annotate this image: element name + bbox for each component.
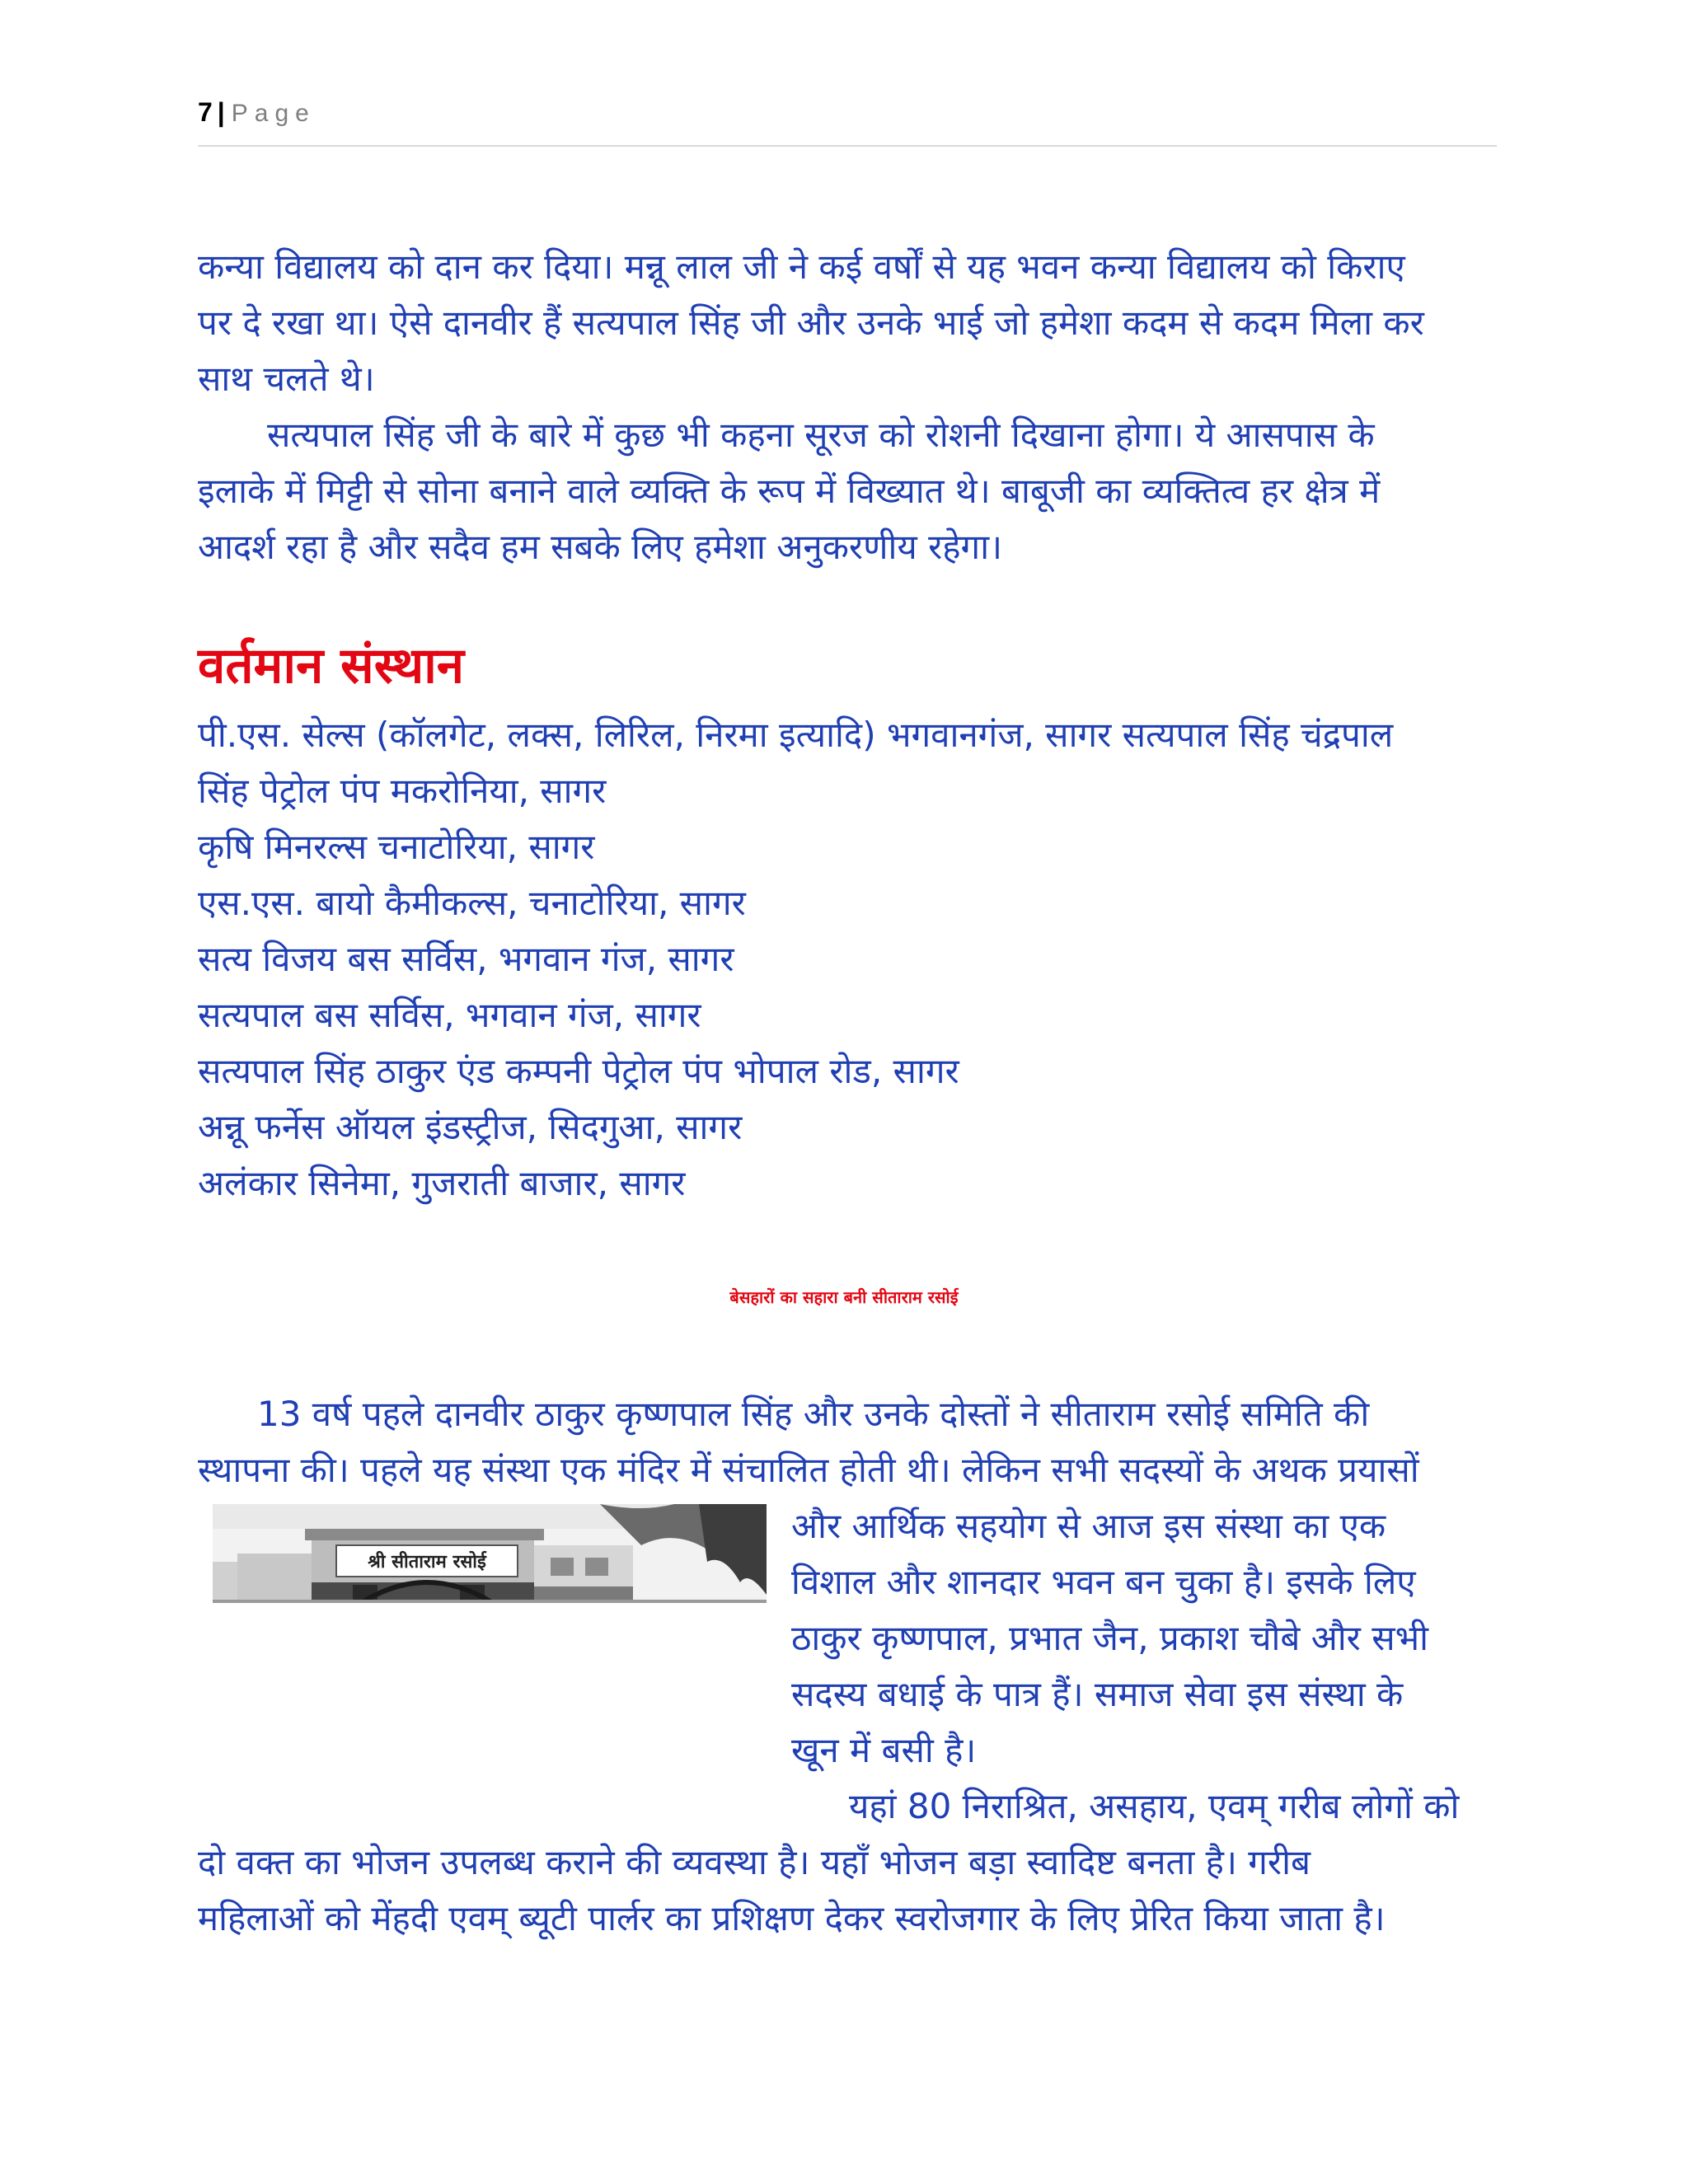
institution-item: अन्नू फर्नेस ऑयल इंडस्ट्रीज, सिदगुआ, सागर [198, 1107, 743, 1147]
intro-line: साथ चलते थे। [198, 359, 375, 399]
rasoi-line: विशाल और शानदार भवन बन चुका है। इसके लिए [791, 1562, 1416, 1602]
header-separator: | [217, 97, 225, 127]
institution-item: अलंकार सिनेमा, गुजराती बाजार, सागर [198, 1163, 686, 1203]
rasoi-line: खून में बसी है। [791, 1730, 977, 1770]
building-illustration [213, 1504, 767, 1603]
page-number: 7 [198, 97, 213, 127]
institution-item: सिंह पेट्रोल पंप मकरोनिया, सागर [198, 771, 607, 811]
institution-item: सत्यपाल बस सर्विस, भगवान गंज, सागर [198, 995, 701, 1035]
institutions-heading: वर्तमान संस्थान [198, 637, 465, 695]
rasoi-line: 13 वर्ष पहले दानवीर ठाकुर कृष्णपाल सिंह और उनके दोस्तों ने सीताराम रसोई समिति की [257, 1394, 1370, 1434]
rasoi-line: सदस्य बधाई के पात्र हैं। समाज सेवा इस संस्था के [791, 1674, 1404, 1714]
rasoi-line: महिलाओं को मेंहदी एवम् ब्यूटी पार्लर का प्रशिक्षण देकर स्वरोजगार के लिए प्रेरित किया जाता है। [198, 1898, 1386, 1938]
institution-item: पी.एस. सेल्स (कॉलगेट, लक्स, लिरिल, निरमा इत्यादि) भगवानगंज, सागर सत्यपाल सिंह चंद्रपाल [198, 715, 1394, 755]
rasoi-line: दो वक्त का भोजन उपलब्ध कराने की व्यवस्था है। यहाँ भोजन बड़ा स्वादिष्ट बनता है। गरीब [198, 1842, 1311, 1882]
intro-line: कन्या विद्यालय को दान कर दिया। मन्नू लाल जी ने कई वर्षों से यह भवन कन्या विद्यालय को किराए [198, 246, 1405, 287]
intro-line: सत्यपाल सिंह जी के बारे में कुछ भी कहना सूरज को रोशनी दिखाना होगा। ये आसपास के [267, 415, 1375, 455]
institution-item: कृषि मिनरल्स चनाटोरिया, सागर [198, 827, 595, 867]
rasoi-heading: बेसहारों का सहारा बनी सीताराम रसोई [729, 1287, 959, 1307]
page-header [198, 97, 1497, 147]
page-label: Page [231, 100, 316, 127]
rasoi-line: यहां 80 निराश्रित, असहाय, एवम् गरीब लोगों को [849, 1786, 1460, 1826]
rasoi-line: स्थापना की। पहले यह संस्था एक मंदिर में संचालित होती थी। लेकिन सभी सदस्यों के अथक प्रयासों [198, 1450, 1419, 1490]
intro-line: आदर्श रहा है और सदैव हम सबके लिए हमेशा अनुकरणीय रहेगा। [198, 527, 1002, 567]
institution-item: सत्य विजय बस सर्विस, भगवान गंज, सागर [198, 939, 734, 979]
institution-item: एस.एस. बायो कैमीकल्स, चनाटोरिया, सागर [198, 883, 746, 923]
rasoi-line: ठाकुर कृष्णपाल, प्रभात जैन, प्रकाश चौबे और सभी [791, 1618, 1429, 1658]
institution-item: सत्यपाल सिंह ठाकुर एंड कम्पनी पेट्रोल पंप भोपाल रोड, सागर [198, 1051, 959, 1091]
photo-sign-text: श्री सीताराम रसोई [368, 1552, 486, 1572]
intro-line: पर दे रखा था। ऐसे दानवीर हैं सत्यपाल सिंह जी और उनके भाई जो हमेशा कदम से कदम मिला कर [198, 302, 1424, 343]
intro-line: इलाके में मिट्टी से सोना बनाने वाले व्यक्ति के रूप में विख्यात थे। बाबूजी का व्यक्तित्व हर क्षेत्र में [198, 471, 1381, 511]
rasoi-line: और आर्थिक सहयोग से आज इस संस्था का एक [791, 1506, 1386, 1546]
rasoi-building-photo [213, 1504, 767, 1603]
